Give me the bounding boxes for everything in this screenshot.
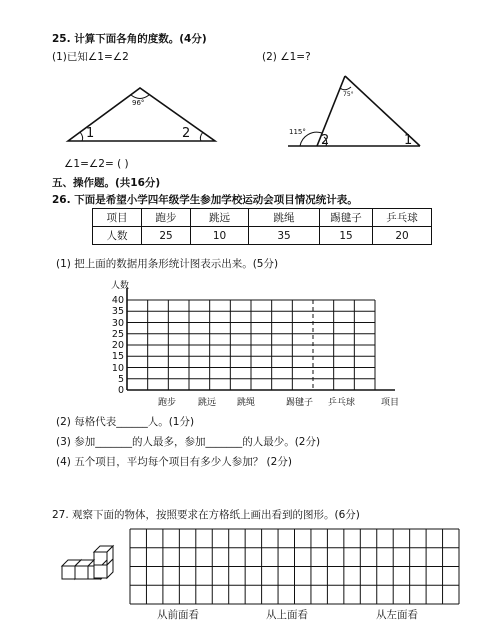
y-tick-label: 5 xyxy=(117,373,124,385)
cube-stack-figure xyxy=(62,546,113,579)
q26-sub2: (2) 每格代表______人。(1分) xyxy=(56,416,195,428)
bar-chart-grid xyxy=(127,288,395,390)
y-tick-label: 40 xyxy=(111,295,124,306)
table-header-row xyxy=(93,209,432,227)
chart-x-axis-label: 项目 xyxy=(381,398,400,408)
table-row-label: 人数 xyxy=(93,227,142,245)
q26-sub4: (4) 五个项目，平均每个项目有多少人参加？ (2分) xyxy=(56,456,292,468)
y-tick-label: 20 xyxy=(111,340,124,351)
table-cell: 15 xyxy=(320,227,373,245)
y-tick-label: 15 xyxy=(111,351,124,363)
table-header-cell: 乒乓球 xyxy=(373,209,432,227)
apex-angle-label: 96° xyxy=(132,99,145,107)
table-cell: 25 xyxy=(142,227,191,245)
table-header-cell: 跳远 xyxy=(191,209,249,227)
q25-title: 25. 计算下面各角的度数。(4分) xyxy=(52,33,207,45)
y-tick-label: 35 xyxy=(111,306,124,318)
y-tick-label: 10 xyxy=(111,362,124,374)
table-data-row xyxy=(93,227,432,245)
fig2-angle-1-label: 1 xyxy=(404,133,413,148)
table-header-cell: 踢毽子 xyxy=(320,209,373,227)
fig2-angle-2-label: 2 xyxy=(321,133,330,148)
angle-1-arc xyxy=(80,132,83,141)
q25-part2-label: (2) ∠1=? xyxy=(262,51,311,63)
table-header-cell: 跑步 xyxy=(142,209,191,227)
table-cell: 35 xyxy=(249,227,320,245)
drawing-grid xyxy=(130,529,459,604)
x-category-label: 跳绳 xyxy=(237,398,256,408)
stats-table xyxy=(92,208,432,245)
view-label-left: 从左面看 xyxy=(376,609,418,621)
q25-answer-line: ∠1=∠2= ( ) xyxy=(64,158,129,170)
fig2-top-angle: 75° xyxy=(343,91,354,98)
q26-sub1: (1) 把上面的数据用条形统计图表示出来。(5分) xyxy=(56,258,279,270)
q26-sub3: (3) 参加_______的人最多，参加_______的人最少。(2分) xyxy=(56,436,321,448)
section-5-title: 五、操作题。(共16分) xyxy=(52,177,161,189)
table-header-cell: 项目 xyxy=(93,209,142,227)
q26-title: 26. 下面是希望小学四年级学生参加学校运动会项目情况统计表。 xyxy=(52,194,358,206)
table-header-cell: 跳绳 xyxy=(249,209,320,227)
view-label-front: 从前面看 xyxy=(157,609,199,621)
y-tick-label: 30 xyxy=(111,317,124,329)
q27-title: 27. 观察下面的物体，按照要求在方格纸上画出看到的图形。(6分) xyxy=(52,509,360,521)
x-category-label: 跳远 xyxy=(198,398,217,408)
y-tick-label: 25 xyxy=(111,328,124,340)
view-label-top: 从上面看 xyxy=(266,609,308,621)
angle-2-arc xyxy=(200,132,203,141)
fig2-outer-angle: 115° xyxy=(289,128,306,136)
y-tick-label: 0 xyxy=(117,385,124,396)
x-category-label: 踢毽子 xyxy=(286,398,314,408)
table-cell: 10 xyxy=(191,227,249,245)
q25-part1-label: (1)已知∠1=∠2 xyxy=(52,51,129,63)
table-cell: 20 xyxy=(373,227,432,245)
chart-y-axis-label: 人数 xyxy=(111,281,130,291)
x-category-label: 乒乓球 xyxy=(328,398,356,408)
angle-1-label: 1 xyxy=(86,126,95,141)
x-category-label: 跑步 xyxy=(158,398,177,408)
angle-2-label: 2 xyxy=(182,126,191,141)
